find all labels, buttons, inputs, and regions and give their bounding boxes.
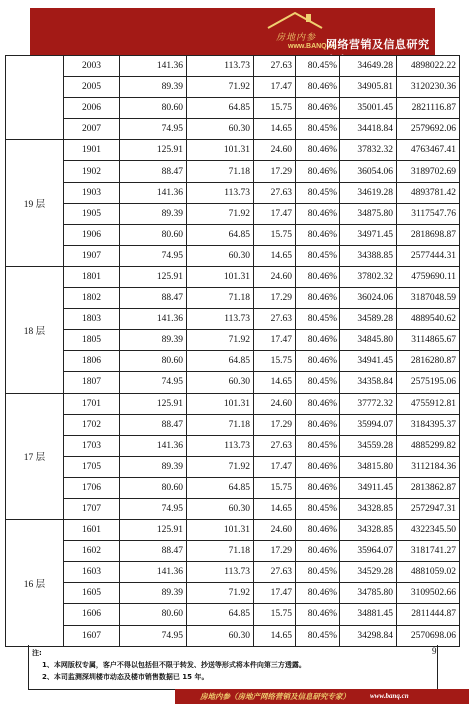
area-inner-cell: 60.30 bbox=[187, 372, 254, 393]
area-shared-cell: 17.29 bbox=[254, 414, 296, 435]
area-total-cell: 88.47 bbox=[120, 414, 187, 435]
area-total-cell: 125.91 bbox=[120, 393, 187, 414]
ratio-cell: 80.46% bbox=[296, 477, 340, 498]
total-price-cell: 3189702.69 bbox=[397, 161, 460, 182]
floor-cell: 18 层 bbox=[6, 266, 64, 393]
area-total-cell: 141.36 bbox=[120, 435, 187, 456]
table-row bbox=[6, 541, 460, 562]
area-inner-cell: 71.92 bbox=[187, 203, 254, 224]
ratio-cell: 80.45% bbox=[296, 309, 340, 330]
table-row bbox=[6, 224, 460, 245]
area-shared-cell: 27.63 bbox=[254, 562, 296, 583]
ratio-cell: 80.46% bbox=[296, 266, 340, 287]
area-total-cell: 80.60 bbox=[120, 604, 187, 625]
area-shared-cell: 17.47 bbox=[254, 583, 296, 604]
area-total-cell: 80.60 bbox=[120, 351, 187, 372]
total-price-cell: 2579692.06 bbox=[397, 119, 460, 140]
area-total-cell: 74.95 bbox=[120, 119, 187, 140]
area-shared-cell: 14.65 bbox=[254, 119, 296, 140]
area-inner-cell: 64.85 bbox=[187, 98, 254, 119]
ratio-cell: 80.46% bbox=[296, 456, 340, 477]
ratio-cell: 80.45% bbox=[296, 435, 340, 456]
table-row bbox=[6, 604, 460, 625]
ratio-cell: 80.46% bbox=[296, 604, 340, 625]
area-shared-cell: 27.63 bbox=[254, 435, 296, 456]
area-total-cell: 88.47 bbox=[120, 288, 187, 309]
table-row bbox=[6, 182, 460, 203]
table-row bbox=[6, 77, 460, 98]
area-total-cell: 141.36 bbox=[120, 309, 187, 330]
total-price-cell: 2811444.87 bbox=[397, 604, 460, 625]
ratio-cell: 80.46% bbox=[296, 161, 340, 182]
area-shared-cell: 24.60 bbox=[254, 266, 296, 287]
table-row bbox=[6, 140, 460, 161]
ratio-cell: 80.46% bbox=[296, 414, 340, 435]
page-number: 9 bbox=[432, 646, 437, 656]
area-total-cell: 89.39 bbox=[120, 77, 187, 98]
room-cell: 1902 bbox=[64, 161, 120, 182]
ratio-cell: 80.46% bbox=[296, 541, 340, 562]
area-shared-cell: 17.29 bbox=[254, 288, 296, 309]
room-cell: 1606 bbox=[64, 604, 120, 625]
table-row bbox=[6, 583, 460, 604]
footer-text: 房地内参（房地产网络营销及信息研究专家） bbox=[200, 692, 350, 701]
room-cell: 1901 bbox=[64, 140, 120, 161]
ratio-cell: 80.46% bbox=[296, 288, 340, 309]
total-price-cell: 2813862.87 bbox=[397, 477, 460, 498]
area-total-cell: 80.60 bbox=[120, 98, 187, 119]
total-price-cell: 4763467.41 bbox=[397, 140, 460, 161]
area-inner-cell: 101.31 bbox=[187, 393, 254, 414]
area-total-cell: 88.47 bbox=[120, 541, 187, 562]
area-shared-cell: 24.60 bbox=[254, 140, 296, 161]
ratio-cell: 80.45% bbox=[296, 562, 340, 583]
note-line-2: 2、本司监测深圳楼市动态及楼市销售数据已 15 年。 bbox=[42, 673, 209, 681]
total-price-cell: 4893781.42 bbox=[397, 182, 460, 203]
room-cell: 1903 bbox=[64, 182, 120, 203]
area-total-cell: 125.91 bbox=[120, 266, 187, 287]
notes-box bbox=[28, 645, 438, 690]
note-line-1: 1、本网版权专属，客户不得以包括但不限于转发、抄送等形式将本件向第三方透露。 bbox=[42, 661, 306, 669]
area-inner-cell: 71.92 bbox=[187, 583, 254, 604]
unit-price-cell: 34328.85 bbox=[340, 498, 397, 519]
room-cell: 1602 bbox=[64, 541, 120, 562]
unit-price-cell: 34529.28 bbox=[340, 562, 397, 583]
area-inner-cell: 71.18 bbox=[187, 541, 254, 562]
area-shared-cell: 17.47 bbox=[254, 77, 296, 98]
total-price-cell: 2577444.31 bbox=[397, 245, 460, 266]
room-cell: 2007 bbox=[64, 119, 120, 140]
total-price-cell: 2816280.87 bbox=[397, 351, 460, 372]
area-shared-cell: 14.65 bbox=[254, 498, 296, 519]
table-row bbox=[6, 414, 460, 435]
ratio-cell: 80.46% bbox=[296, 77, 340, 98]
area-shared-cell: 15.75 bbox=[254, 604, 296, 625]
ratio-cell: 80.46% bbox=[296, 393, 340, 414]
ratio-cell: 80.45% bbox=[296, 372, 340, 393]
area-inner-cell: 113.73 bbox=[187, 435, 254, 456]
total-price-cell: 4885299.82 bbox=[397, 435, 460, 456]
room-cell: 1906 bbox=[64, 224, 120, 245]
area-shared-cell: 15.75 bbox=[254, 224, 296, 245]
ratio-cell: 80.46% bbox=[296, 520, 340, 541]
area-inner-cell: 71.18 bbox=[187, 414, 254, 435]
area-inner-cell: 71.92 bbox=[187, 77, 254, 98]
area-total-cell: 80.60 bbox=[120, 477, 187, 498]
unit-price-cell: 34971.45 bbox=[340, 224, 397, 245]
room-cell: 1905 bbox=[64, 203, 120, 224]
total-price-cell: 3187048.59 bbox=[397, 288, 460, 309]
ratio-cell: 80.45% bbox=[296, 625, 340, 646]
area-total-cell: 89.39 bbox=[120, 583, 187, 604]
table-row bbox=[6, 98, 460, 119]
unit-price-cell: 34559.28 bbox=[340, 435, 397, 456]
ratio-cell: 80.46% bbox=[296, 583, 340, 604]
area-inner-cell: 71.92 bbox=[187, 456, 254, 477]
unit-price-cell: 36054.06 bbox=[340, 161, 397, 182]
area-shared-cell: 14.65 bbox=[254, 625, 296, 646]
table-row bbox=[6, 288, 460, 309]
room-cell: 1702 bbox=[64, 414, 120, 435]
ratio-cell: 80.46% bbox=[296, 330, 340, 351]
total-price-cell: 2821116.87 bbox=[397, 98, 460, 119]
area-shared-cell: 15.75 bbox=[254, 477, 296, 498]
total-price-cell: 2818698.87 bbox=[397, 224, 460, 245]
unit-price-cell: 34881.45 bbox=[340, 604, 397, 625]
table-row bbox=[6, 498, 460, 519]
area-inner-cell: 113.73 bbox=[187, 182, 254, 203]
unit-price-cell: 37772.32 bbox=[340, 393, 397, 414]
total-price-cell: 3181741.27 bbox=[397, 541, 460, 562]
area-inner-cell: 101.31 bbox=[187, 266, 254, 287]
area-total-cell: 74.95 bbox=[120, 372, 187, 393]
area-shared-cell: 14.65 bbox=[254, 245, 296, 266]
room-cell: 1807 bbox=[64, 372, 120, 393]
area-total-cell: 88.47 bbox=[120, 161, 187, 182]
area-inner-cell: 71.18 bbox=[187, 288, 254, 309]
area-inner-cell: 64.85 bbox=[187, 604, 254, 625]
area-total-cell: 125.91 bbox=[120, 520, 187, 541]
room-cell: 1805 bbox=[64, 330, 120, 351]
footer-bar bbox=[0, 689, 469, 704]
area-shared-cell: 27.63 bbox=[254, 309, 296, 330]
room-cell: 1703 bbox=[64, 435, 120, 456]
unit-price-cell: 34619.28 bbox=[340, 182, 397, 203]
area-shared-cell: 14.65 bbox=[254, 372, 296, 393]
area-inner-cell: 113.73 bbox=[187, 562, 254, 583]
total-price-cell: 3109502.66 bbox=[397, 583, 460, 604]
area-inner-cell: 64.85 bbox=[187, 351, 254, 372]
table-row bbox=[6, 456, 460, 477]
unit-price-cell: 34785.80 bbox=[340, 583, 397, 604]
area-total-cell: 141.36 bbox=[120, 56, 187, 77]
ratio-cell: 80.46% bbox=[296, 140, 340, 161]
unit-price-cell: 34875.80 bbox=[340, 203, 397, 224]
total-price-cell: 3114865.67 bbox=[397, 330, 460, 351]
area-total-cell: 89.39 bbox=[120, 330, 187, 351]
table-row bbox=[6, 161, 460, 182]
area-total-cell: 74.95 bbox=[120, 498, 187, 519]
total-price-cell: 4322345.50 bbox=[397, 520, 460, 541]
area-shared-cell: 27.63 bbox=[254, 56, 296, 77]
unit-price-cell: 34328.85 bbox=[340, 520, 397, 541]
area-inner-cell: 101.31 bbox=[187, 520, 254, 541]
unit-price-cell: 36024.06 bbox=[340, 288, 397, 309]
table-row bbox=[6, 266, 460, 287]
area-inner-cell: 113.73 bbox=[187, 309, 254, 330]
table-row bbox=[6, 351, 460, 372]
ratio-cell: 80.46% bbox=[296, 203, 340, 224]
total-price-cell: 4889540.62 bbox=[397, 309, 460, 330]
notes-label: 注: bbox=[32, 649, 42, 657]
table-row bbox=[6, 393, 460, 414]
area-inner-cell: 60.30 bbox=[187, 498, 254, 519]
unit-price-cell: 34815.80 bbox=[340, 456, 397, 477]
unit-price-cell: 34388.85 bbox=[340, 245, 397, 266]
unit-price-cell: 34589.28 bbox=[340, 309, 397, 330]
total-price-cell: 3120230.36 bbox=[397, 77, 460, 98]
unit-price-cell: 34358.84 bbox=[340, 372, 397, 393]
table-row bbox=[6, 245, 460, 266]
table-row bbox=[6, 119, 460, 140]
total-price-cell: 4881059.02 bbox=[397, 562, 460, 583]
floor-cell: 17 层 bbox=[6, 393, 64, 520]
sales-table-body bbox=[6, 56, 460, 647]
unit-price-cell: 34845.80 bbox=[340, 330, 397, 351]
room-cell: 1801 bbox=[64, 266, 120, 287]
room-cell: 1806 bbox=[64, 351, 120, 372]
unit-price-cell: 37802.32 bbox=[340, 266, 397, 287]
room-cell: 1707 bbox=[64, 498, 120, 519]
ratio-cell: 80.45% bbox=[296, 182, 340, 203]
room-cell: 1607 bbox=[64, 625, 120, 646]
table-row bbox=[6, 372, 460, 393]
total-price-cell: 3117547.76 bbox=[397, 203, 460, 224]
unit-price-cell: 34911.45 bbox=[340, 477, 397, 498]
area-shared-cell: 17.29 bbox=[254, 161, 296, 182]
total-price-cell: 4898022.22 bbox=[397, 56, 460, 77]
room-cell: 1605 bbox=[64, 583, 120, 604]
area-total-cell: 125.91 bbox=[120, 140, 187, 161]
footer-site: www.banq.cn bbox=[370, 692, 409, 700]
total-price-cell: 2572947.31 bbox=[397, 498, 460, 519]
unit-price-cell: 34649.28 bbox=[340, 56, 397, 77]
area-shared-cell: 24.60 bbox=[254, 393, 296, 414]
unit-price-cell: 34298.84 bbox=[340, 625, 397, 646]
area-inner-cell: 60.30 bbox=[187, 245, 254, 266]
table-row bbox=[6, 625, 460, 646]
area-shared-cell: 17.47 bbox=[254, 456, 296, 477]
floor-cell bbox=[6, 56, 64, 140]
room-cell: 2006 bbox=[64, 98, 120, 119]
room-cell: 1802 bbox=[64, 288, 120, 309]
area-inner-cell: 71.92 bbox=[187, 330, 254, 351]
room-cell: 1907 bbox=[64, 245, 120, 266]
unit-price-cell: 35964.07 bbox=[340, 541, 397, 562]
logo-site: www.BANQ.cn bbox=[288, 43, 337, 50]
total-price-cell: 4759690.11 bbox=[397, 266, 460, 287]
room-cell: 1706 bbox=[64, 477, 120, 498]
room-cell: 1603 bbox=[64, 562, 120, 583]
table-row bbox=[6, 309, 460, 330]
area-shared-cell: 17.29 bbox=[254, 541, 296, 562]
area-total-cell: 74.95 bbox=[120, 625, 187, 646]
area-shared-cell: 24.60 bbox=[254, 520, 296, 541]
total-price-cell: 2575195.06 bbox=[397, 372, 460, 393]
area-total-cell: 89.39 bbox=[120, 203, 187, 224]
total-price-cell: 3184395.37 bbox=[397, 414, 460, 435]
area-total-cell: 80.60 bbox=[120, 224, 187, 245]
total-price-cell: 3112184.36 bbox=[397, 456, 460, 477]
unit-price-cell: 35001.45 bbox=[340, 98, 397, 119]
unit-price-cell: 34418.84 bbox=[340, 119, 397, 140]
floor-cell: 19 层 bbox=[6, 140, 64, 267]
ratio-cell: 80.45% bbox=[296, 56, 340, 77]
table-row bbox=[6, 520, 460, 541]
total-price-cell: 2570698.06 bbox=[397, 625, 460, 646]
room-cell: 1705 bbox=[64, 456, 120, 477]
unit-price-cell: 34905.81 bbox=[340, 77, 397, 98]
area-shared-cell: 17.47 bbox=[254, 203, 296, 224]
unit-price-cell: 37832.32 bbox=[340, 140, 397, 161]
area-shared-cell: 15.75 bbox=[254, 351, 296, 372]
table-row bbox=[6, 435, 460, 456]
ratio-cell: 80.45% bbox=[296, 245, 340, 266]
ratio-cell: 80.46% bbox=[296, 224, 340, 245]
area-total-cell: 141.36 bbox=[120, 182, 187, 203]
area-shared-cell: 15.75 bbox=[254, 98, 296, 119]
area-inner-cell: 64.85 bbox=[187, 224, 254, 245]
room-cell: 2005 bbox=[64, 77, 120, 98]
area-inner-cell: 71.18 bbox=[187, 161, 254, 182]
table-row bbox=[6, 330, 460, 351]
sales-table bbox=[5, 55, 460, 647]
ratio-cell: 80.45% bbox=[296, 498, 340, 519]
area-shared-cell: 27.63 bbox=[254, 182, 296, 203]
area-total-cell: 141.36 bbox=[120, 562, 187, 583]
area-shared-cell: 17.47 bbox=[254, 330, 296, 351]
area-inner-cell: 60.30 bbox=[187, 119, 254, 140]
ratio-cell: 80.46% bbox=[296, 98, 340, 119]
area-inner-cell: 64.85 bbox=[187, 477, 254, 498]
area-total-cell: 74.95 bbox=[120, 245, 187, 266]
room-cell: 1803 bbox=[64, 309, 120, 330]
ratio-cell: 80.46% bbox=[296, 351, 340, 372]
area-inner-cell: 113.73 bbox=[187, 56, 254, 77]
table-row bbox=[6, 56, 460, 77]
header-title: 网络营销及信息研究专家 bbox=[326, 38, 430, 67]
table-row bbox=[6, 562, 460, 583]
area-inner-cell: 101.31 bbox=[187, 140, 254, 161]
area-total-cell: 89.39 bbox=[120, 456, 187, 477]
table-row bbox=[6, 477, 460, 498]
logo-name: 房地内参 bbox=[276, 33, 317, 43]
room-cell: 1701 bbox=[64, 393, 120, 414]
unit-price-cell: 34941.45 bbox=[340, 351, 397, 372]
room-cell: 1601 bbox=[64, 520, 120, 541]
total-price-cell: 4755912.81 bbox=[397, 393, 460, 414]
area-inner-cell: 60.30 bbox=[187, 625, 254, 646]
table-row bbox=[6, 203, 460, 224]
room-cell: 2003 bbox=[64, 56, 120, 77]
unit-price-cell: 35994.07 bbox=[340, 414, 397, 435]
floor-cell: 16 层 bbox=[6, 520, 64, 647]
ratio-cell: 80.45% bbox=[296, 119, 340, 140]
